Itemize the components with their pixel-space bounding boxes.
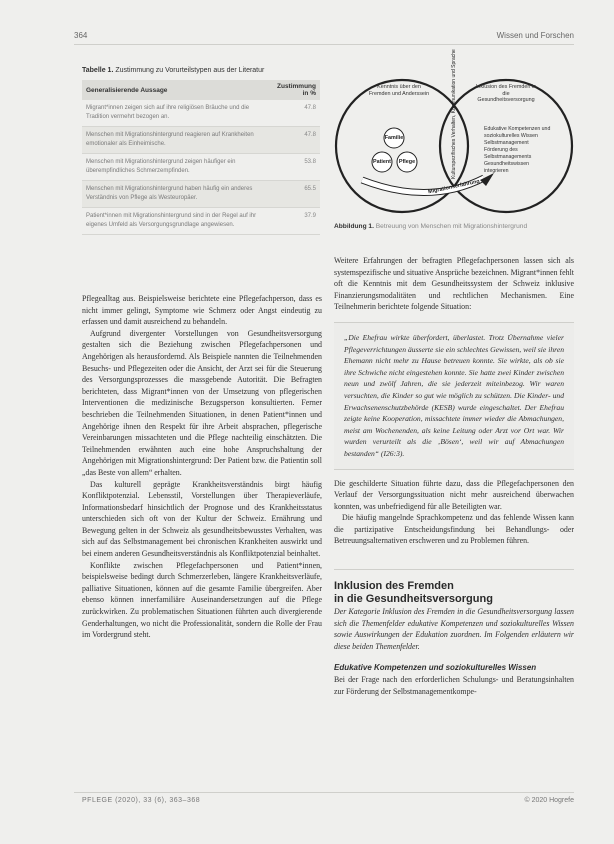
running-header — [74, 30, 574, 45]
figure-caption: Abbildung 1. Betreuung von Menschen mit Migrationshintergrund — [334, 223, 528, 230]
publisher: © 2020 Hogrefe — [524, 797, 574, 804]
right-list-item: soziokulturelles Wissen — [484, 133, 538, 139]
label-familie: Familie — [384, 135, 404, 141]
table-row: Menschen mit Migrationshintergrund reagieren auf Krankheiten emotionaler als Einheimische. 47.8 — [82, 127, 320, 154]
table-row: Migrant*innen zeigen sich auf ihre religiösen Bräuche und die Tradition vermehrt bezogen an. 47.8 — [82, 100, 320, 127]
section-heading: Inklusion des Fremden in die Gesundheitsversorgung — [334, 580, 493, 606]
right-list-item: integrieren — [484, 168, 509, 174]
section — [334, 569, 574, 697]
right-column — [334, 255, 574, 697]
subsection-heading: Edukative Kompetenzen und soziokulturelles Wissen — [334, 663, 537, 673]
page-number: 364 — [74, 31, 88, 40]
section-lead: Der Kategorie Inklusion des Fremden in die Gesundheitsversorgung lassen sich die Themenfelder edukative Kompetenzen und soziokulturelles Wissen sowie Auswirkungen der Edukation zuordnen. Im Folgenden erläutern wir diese beiden Themenfelder. — [334, 607, 574, 651]
paragraph: Das kulturell geprägte Krankheitsverständnis birgt häufig Konfliktpotenzial. Lebensstil, Vorstellungen über Therapieverläufe, Informationsbedarf hinsichtlich der Prognose und des Krankheitsstatus unterschieden sich oft von der Kultur der Schweiz. Ernährung und Bewegung gelten in der Schweiz als gesundheitsbewusstes Verhalten, was sich auf das Selbstmanagement bei chronischen Krankheiten auswirkt und bei einem anderen Gesundheitsverständnis als Konfliktpotenzial beinhaltet. — [82, 479, 322, 559]
section-header: Wissen und Forschen — [496, 31, 574, 40]
label-right-top: Inklusion des Fremden in die Gesundheitsversorgung — [475, 84, 537, 103]
label-pflege: Pflege — [398, 159, 416, 165]
prejudice-table — [82, 80, 320, 235]
paragraph: Die häufig mangelnde Sprachkompetenz und das fehlende Wissen kann die partizipative Entscheidungsfindung bei Behandlungs- oder Betreuungsalternativen erschweren und zu Problemen führen. — [334, 513, 574, 546]
left-column — [82, 293, 322, 641]
right-list-item: Selbstmanagements — [484, 154, 532, 160]
figure-venn-diagram — [334, 49, 574, 224]
table-block — [82, 67, 324, 235]
label-center-vertical: Kulturspezifisches Verhalten, Kommunikation und Sprache — [451, 49, 457, 179]
paragraph: Bei der Frage nach den erforderlichen Schulungs- und Beratungsinhalten zur Förderung der Selbstmanagementkompe- — [334, 675, 574, 696]
table-header-statement: Generalisierende Aussage — [82, 80, 272, 100]
table-header-agreement: Zustimmung in % — [272, 80, 320, 100]
right-list-item: Gesundheitswissen — [484, 161, 529, 167]
label-patient: Patient — [373, 159, 391, 165]
paragraph: Pflegealltag aus. Beispielsweise berichtete eine Pflegefachperson, dass es nicht immer gelingt, Symptome wie Schmerz oder Angst eindeutig zu erfassen und damit ausreichend zu behandeln. — [82, 294, 322, 327]
journal-citation: PFLEGE (2020), 33 (6), 363–368 — [82, 797, 201, 804]
right-list — [484, 126, 566, 175]
right-list-item: Förderung des — [484, 147, 518, 153]
interview-quote: „Die Ehefrau wirkte überfordert, überlastet. Trotz Übernahme vieler Pflegeverrichtungen äusserte sie ein schlechtes Gewissen, weil sie ihren Ehemann nicht mehr zu Hause betreuen konnte. Sie wirkte, als ob sie ihre Schwiche nicht eingestehen konnte. Sie hatte zwei Kinder zwischen neun und zwölf Jahren, die sie jederzeit miteinbezog. Wir waren versuchten, die Kinder so gut wie möglich zu schützen. Die Kinder- und Erwachsenenschutzbehörde (KESB) wurde eingeschaltet. Der Ehefrau zeigte keine Kooperation, missachtete immer wieder die Abmachungen, meist am Wochenenden, als keine Leitung oder Arzt vor Ort war. Wir wurden verurteilt als die ‚Bösen‘, weil wir auf Abmachungen bestanden“ (I26:3). — [334, 322, 574, 470]
right-list-item: Selbstmanagement — [484, 140, 529, 146]
right-list-item: Edukative Kompetenzen und — [484, 126, 551, 132]
table-row: Patient*innen mit Migrationshintergrund sind in der Regel auf ihr eigenes Umfeld als Versorgungsgrundlage angewiesen. 37.9 — [82, 208, 320, 235]
running-footer — [74, 792, 574, 808]
table-row: Menschen mit Migrationshintergrund haben häufig ein anderes Verständnis von Pflege als Westeuropäer. 65.5 — [82, 181, 320, 208]
paragraph: Weitere Erfahrungen der befragten Pflegefachpersonen lassen sich als systemspezifische und situative Ansprüche bezeichnen. Migrant*innen fehlt oft die Kenntnis mit dem Gesundheitssystem der Schweiz inklusive Finanzierungsmodalitäten und rechtlichen Mechanismen. Eine Teilnehmerin berichtete folgende Situation: — [334, 256, 574, 312]
paragraph: Die geschilderte Situation führte dazu, dass die Pflegefachpersonen den Verlauf der Versorgungssituation nicht mehr ausreichend überwachen konnten, was unbefriedigend für alle Beteiligten war. — [334, 478, 574, 511]
table-row: Menschen mit Migrationshintergrund zeigen häufiger ein überempfindliches Schmerzempfinden. 53.8 — [82, 154, 320, 181]
paragraph: Konflikte zwischen Pflegefachpersonen und Patient*innen, beispielsweise bedingt durch Schmerzerleben, längere Krankheitsverläufe, palliative Situationen, können auf die gesamte Familie übergreifen. Aber ebenso können innerfamiliäre Auseinandersetzungen auf die Pflege zurückwirken. Zu problematischen Situationen führten auch divergierende Genderhaltungen, wo nicht die Professionalität, sondern die Rolle der Frau im Vordergrund steht. — [82, 560, 322, 640]
table-caption: Tabelle 1. Zustimmung zu Vorurteilstypen aus der Literatur — [82, 67, 265, 74]
label-left-top: Kenntnis über den Fremden und Anderssein — [368, 84, 430, 97]
label-arrow: Migrationserfahrung — [427, 178, 481, 196]
paragraph: Aufgrund divergenter Vorstellungen von Gesundheitsversorgung gestalten sich die Beziehung zwischen Pflegefachpersonen und Angehörigen als herausfordernd. Als Beispiele nannten die Teilnehmenden Besuchs- und Pflegezeiten oder die Ansicht, der Arzt sei für die Steuerung des Versorgungsprozesses die massgebende Autorität. Die Befragten berichteten, dass Migrant*innen von der Umsetzung von pflegerischen Interventionen die medizinische Bezugsperson konsultierten. Ferner beschrieben die Teilnehmenden Situationen, in denen Patient*innen und Angehörige ihnen den Respekt für ihre Arbeit absprachen, pflegerische Vereinbarungen missachteten und die Pflege nachteilig einschätzten. Die Teilnehmenden erwähnten auch eine hohe Anspruchshaltung der Angehörigen mit Migrationshintergrund: Der Patient bzw. die Patientin soll „das Beste von allem“ erhalten. — [82, 328, 322, 477]
